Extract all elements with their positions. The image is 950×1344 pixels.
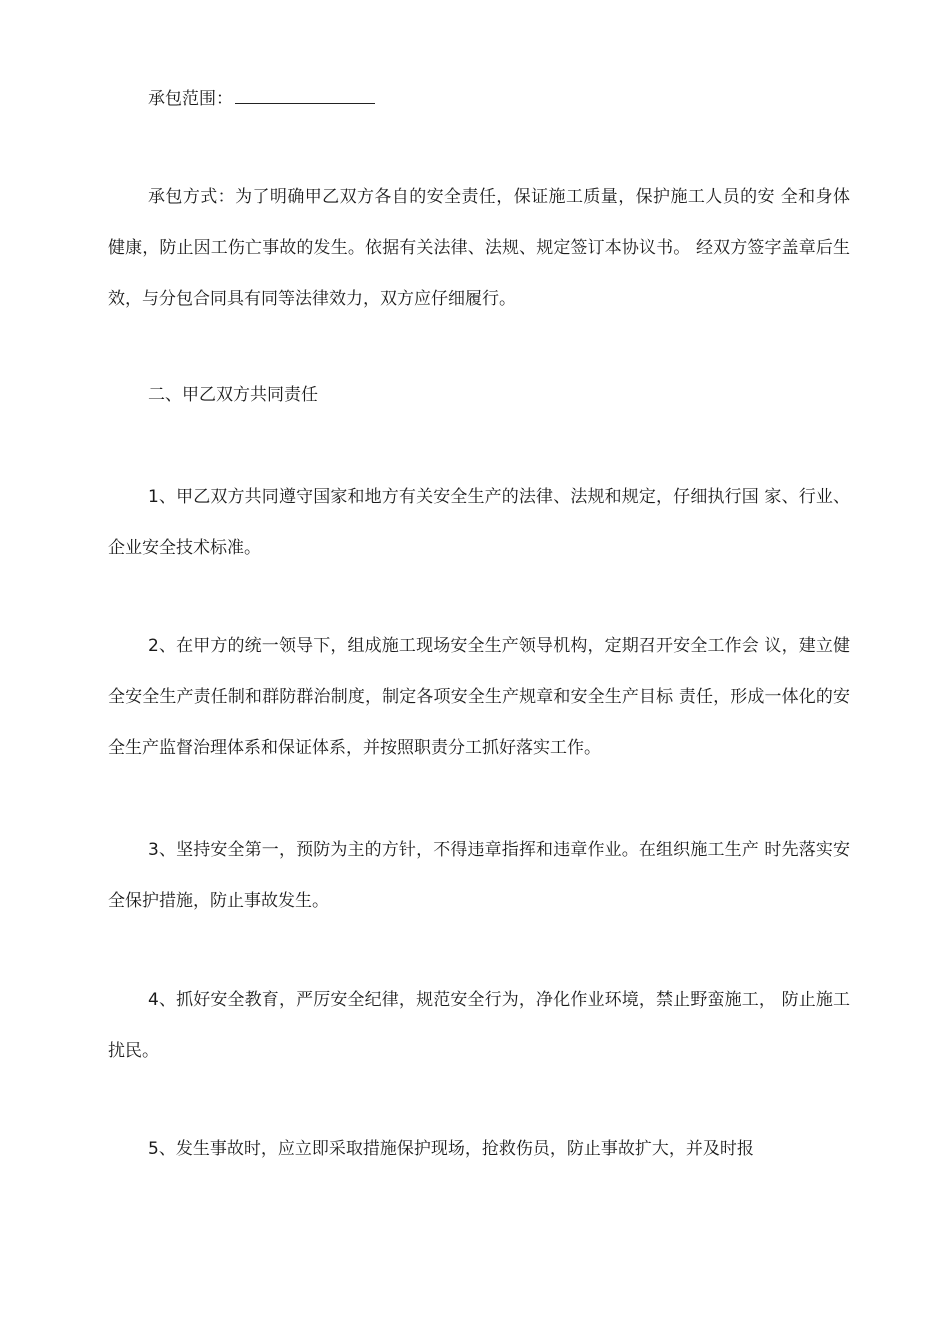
section-heading: 二、甲乙双方共同责任 [148, 385, 318, 405]
clause-1: 1、甲乙双方共同遵守国家和地方有关安全生产的法律、法规和规定，仔细执行国 家、行业、企业安全技术标准。 [108, 487, 850, 558]
scope-label: 承包范围： [148, 89, 233, 109]
clause-3: 3、坚持安全第一，预防为主的方针，不得违章指挥和违章作业。在组织施工生产 时先落实安全保护措施，防止事故发生。 [108, 840, 850, 911]
scope-blank-field[interactable] [235, 89, 375, 104]
clause-5: 5、发生事故时，应立即采取措施保护现场，抢救伤员，防止事故扩大，并及时报 [148, 1139, 754, 1159]
contract-method-paragraph: 承包方式：为了明确甲乙双方各自的安全责任，保证施工质量，保护施工人员的安 全和身体健康，防止因工伤亡事故的发生。依据有关法律、法规、规定签订本协议书。 经双方签字盖章后生效，与分包合同具有同等法律效力，双方应仔细履行。 [108, 187, 850, 309]
clause-4: 4、抓好安全教育，严厉安全纪律，规范安全行为，净化作业环境，禁止野蛮施工， 防止施工扰民。 [108, 990, 850, 1061]
clause-2: 2、在甲方的统一领导下，组成施工现场安全生产领导机构，定期召开安全工作会 议，建立健全安全生产责任制和群防群治制度，制定各项安全生产规章和安全生产目标 责任，形成一体化的安全生产监督治理体系和保证体系，并按照职责分工抓好落实工作。 [108, 636, 850, 758]
scope-line [108, 74, 850, 125]
